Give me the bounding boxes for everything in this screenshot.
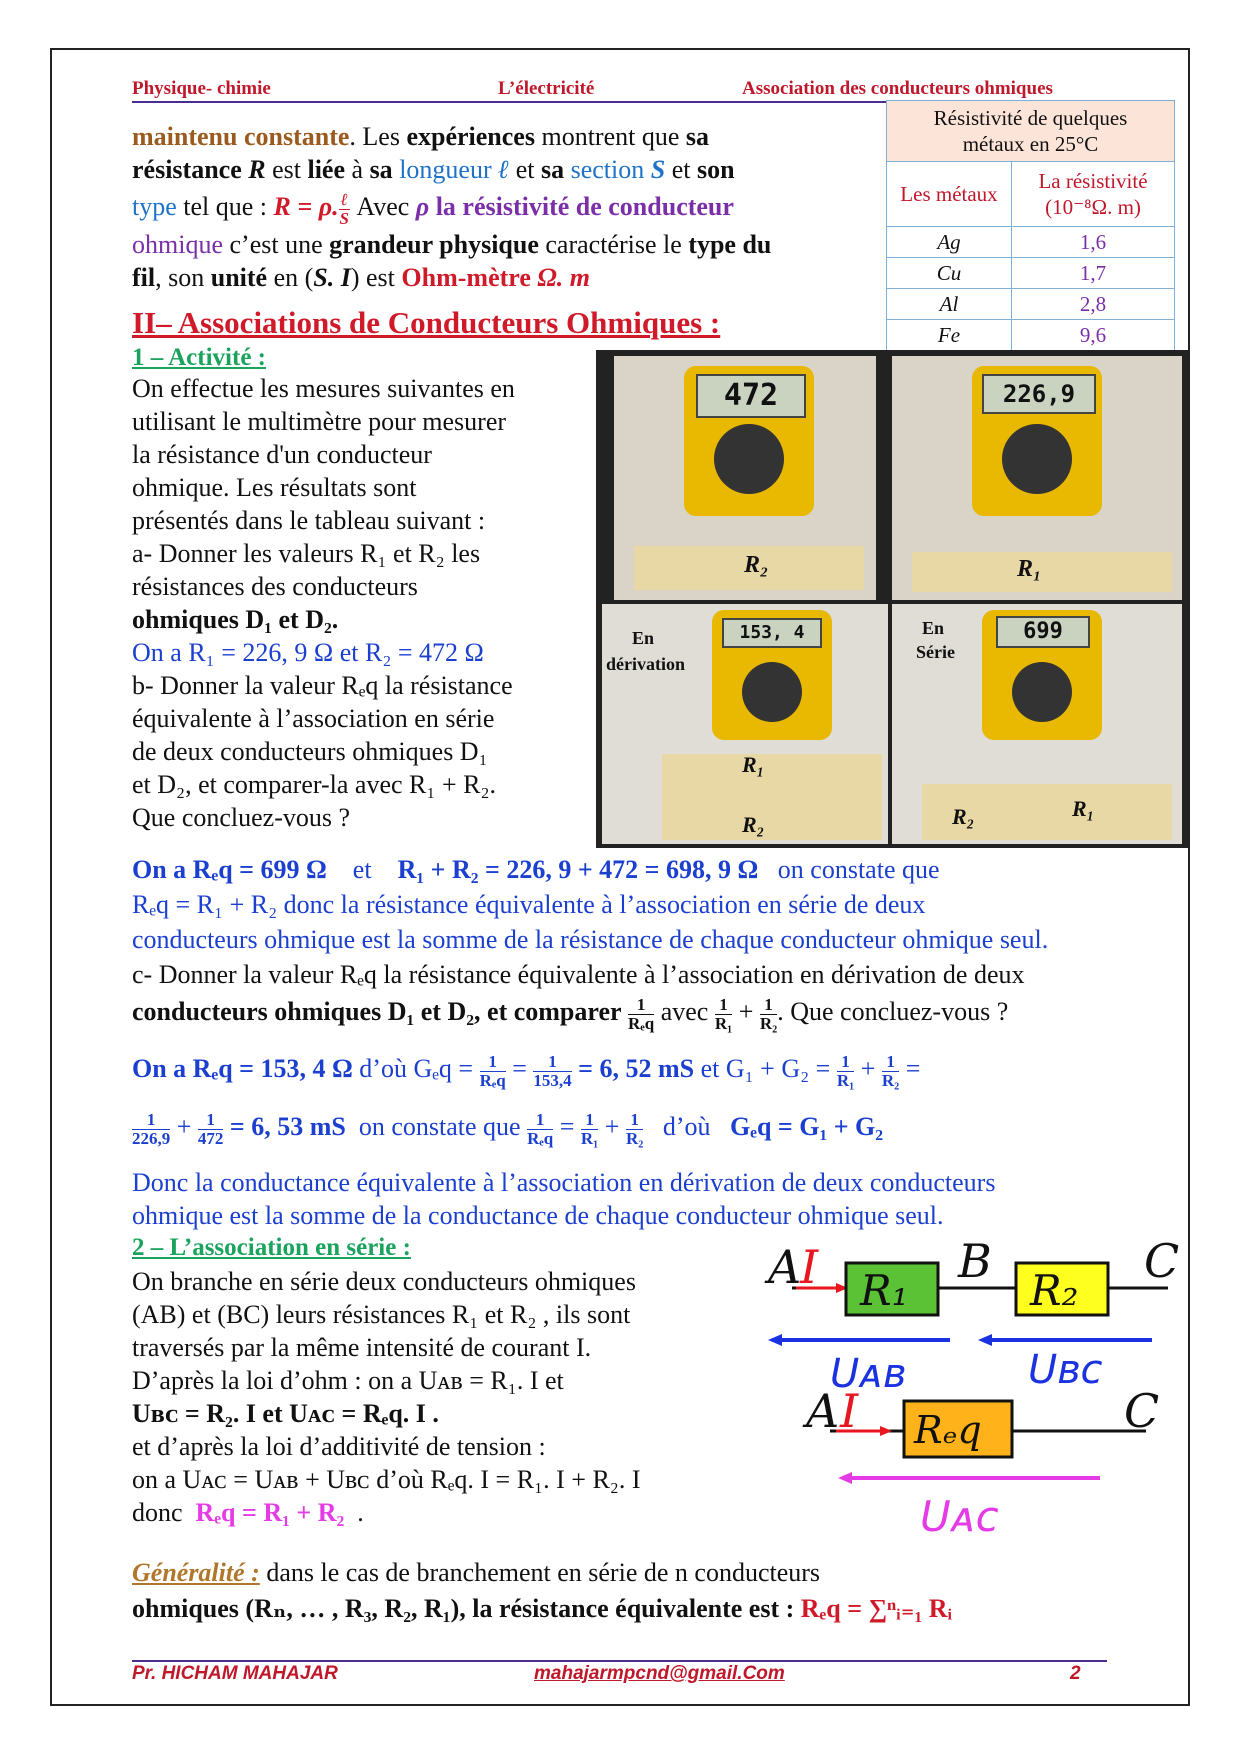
frac-1-r2: $\frac{1}{\text{R₂}}$ — [625, 1109, 644, 1148]
node-b: B — [958, 1235, 992, 1288]
section-title: II– Associations de Conducteurs Ohmiques : — [132, 305, 721, 340]
label-r1: R₁ — [860, 1266, 909, 1315]
frac-1-r1: $\frac{1}{\text{R₁}}$ — [836, 1051, 855, 1090]
resistivity-table — [886, 100, 1175, 351]
photo-serie: En Série 699 R₂ R₁ — [890, 602, 1184, 846]
resistivity-title: Résistivité de quelques métaux en 25°C — [887, 101, 1175, 162]
label-r2: R₂ — [742, 812, 765, 837]
question-c-line2: conducteurs ohmiques D₁ et D₂, et comparer $\frac{1}{\text{Rₑq}}$ avec $\frac{1}{\text{R₁}}$ + $\frac{1}{\text{R₂}}$ . Que concluez-vous ? — [132, 994, 1009, 1033]
node-a2: A — [806, 1384, 840, 1438]
frac-1-2269: $\frac{1}{226,9}$ — [132, 1109, 171, 1148]
generality: Généralité : dans le cas de branchement en série de n conducteurs ohmiques (Rₙ, … , R₃, R₂, R₁), la résistance équivalente est : Rₑq = ∑ⁿᵢ₌₁ Rᵢ — [132, 1558, 953, 1623]
l-over-s-fraction: $\frac{\text{ℓ}}{S}$ — [339, 189, 349, 228]
frac-1-r1: $\frac{1}{\text{R₁}}$ — [580, 1109, 599, 1148]
footer-page-number: 2 — [1070, 1663, 1081, 1684]
header-subject: Physique- chimie — [132, 78, 271, 99]
frac-1-1534: $\frac{1}{153,4}$ — [533, 1051, 572, 1090]
answer-c-conclusion: Donc la conductance équivalente à l’association en dérivation de deux conducteurs ohmique est la somme de la conductance de chaque conducteur ohmique seul. — [132, 1168, 996, 1230]
uac-label: Uᴀᴄ — [920, 1492, 999, 1540]
value-cu: 1,7 — [1012, 258, 1175, 289]
label-req: Rₑq — [914, 1408, 982, 1452]
label-r1: R₁ — [1017, 556, 1042, 582]
frac-1-r2: $\frac{1}{\text{R₂}}$ — [759, 994, 778, 1033]
footer-author: Pr. HICHAM MAHAJAR — [132, 1663, 338, 1684]
label-r1: R₁ — [1072, 796, 1095, 821]
ubc-label: Uʙᴄ — [1028, 1347, 1103, 1393]
node-a: A — [768, 1240, 802, 1294]
value-ag: 1,6 — [1012, 227, 1175, 258]
node-c: C — [1144, 1235, 1180, 1288]
footer-rule — [132, 1660, 1107, 1662]
answer-b: On a Rₑq = 699 Ω et R₁ + R₂ = 226, 9 + 472 = 698, 9 Ω on constate que Rₑq = R₁ + R₂ donc la résistance équivalente à l’association en série de deux conducteurs ohmique est la somme de la résistance de chaque conducteur ohmique seul. c- Donner la valeur Rₑq la résistance équivalente à l’association en dérivation de deux — [132, 855, 1049, 989]
photo-r1-measure — [890, 354, 1184, 602]
frac-1-req: $\frac{1}{\text{Rₑq}}$ — [527, 1109, 554, 1148]
photo-derivation: En dérivation 153, 4 R₁ R₂ — [600, 602, 890, 846]
metal-fe: Fe — [887, 320, 1012, 351]
footer-email[interactable]: mahajarmpcnd@gmail.Com — [534, 1663, 785, 1684]
multimeter-display: 153, 4 — [722, 618, 822, 648]
intro-paragraph: maintenu constante. Les expériences montrent que sa résistance R est liée à sa longueur ℓ et sa section S et son type tel que : R = ρ. $\frac{\text{ℓ}}{S}$ Avec ρ la résistivité de conducteur ohmique c’est une grandeur physique caractérise le type du fil, son unité en (S. I) est Ohm-mètre Ω. m — [132, 122, 772, 292]
current-i: I — [800, 1240, 819, 1294]
metal-ag: Ag — [887, 227, 1012, 258]
photo-grid — [596, 350, 1188, 848]
frac-1-472: $\frac{1}{472}$ — [197, 1109, 224, 1148]
frac-1-req: $\frac{1}{\text{Rₑq}}$ — [628, 994, 655, 1033]
multimeter-display: 472 — [696, 374, 806, 418]
col-resistivity: La résistivité (10⁻⁸Ω. m) — [1012, 162, 1175, 227]
answer-c-line1: On a Rₑq = 153, 4 Ω d’où Gₑq = $\frac{1}{\text{Rₑq}}$ = $\frac{1}{153,4}$ = 6, 52 mS et G₁ + G₂ = $\frac{1}{\text{R₁}}$ + $\frac{1}{\text{R₂}}$ = — [132, 1051, 921, 1090]
node-c2: C — [1124, 1384, 1160, 1438]
series-text: On branche en série deux conducteurs ohmiques (AB) et (BC) leurs résistances R₁ et R₂ , ils sont traversés par la même intensité de courant I. D’après la loi d’ohm : on a Uᴀʙ = R₁. I et Uʙᴄ = R₂. I et Uᴀᴄ = Rₑq. I . et d’après la loi d’additivité de tension : on a Uᴀᴄ = Uᴀʙ + Uʙᴄ d’où Rₑq. I = R₁. I + R₂. I donc Rₑq = R₁ + R₂ . — [132, 1267, 641, 1527]
activity-title: 1 – Activité : — [132, 344, 266, 371]
metal-cu: Cu — [887, 258, 1012, 289]
multimeter-display: 226,9 — [982, 374, 1096, 414]
answer-c-line2: $\frac{1}{226,9}$ + $\frac{1}{472}$ = 6, 53 mS on constate que $\frac{1}{\text{Rₑq}}$ = $\frac{1}{\text{R₁}}$ + $\frac{1}{\text{R₂}}$ d’où Gₑq = G₁ + G₂ — [132, 1109, 884, 1148]
value-fe: 9,6 — [1012, 320, 1175, 351]
header-lesson: Association des conducteurs ohmiques — [742, 78, 1053, 99]
current-i2: I — [840, 1384, 859, 1438]
col-metals: Les métaux — [887, 162, 1012, 227]
series-title: 2 – L’association en série : — [132, 1234, 411, 1261]
multimeter-display: 699 — [996, 616, 1090, 648]
photo-r2-measure — [612, 354, 878, 602]
frac-1-req: $\frac{1}{\text{Rₑq}}$ — [479, 1051, 506, 1090]
uab-label: Uᴀʙ — [830, 1351, 907, 1397]
metal-al: Al — [887, 289, 1012, 320]
label-r2: R₂ — [1030, 1266, 1079, 1315]
frac-1-r2: $\frac{1}{\text{R₂}}$ — [881, 1051, 900, 1090]
series-circuit-diagram — [760, 1235, 1180, 1540]
activity-text: On effectue les mesures suivantes en utilisant le multimètre pour mesurer la résistance d'un conducteur ohmique. Les résultats sont présentés dans le tableau suivant : a- Donner les valeurs R₁ et R₂ les résistances des conducteurs ohmiques D₁ et D₂. On a R₁ = 226, 9 Ω et R₂ = 472 Ω b- Donner la valeur Rₑq la résistance équivalente à l’association en série de deux conducteurs ohmiques D₁ et D₂, et comparer-la avec R₁ + R₂. Que concluez-vous ? — [132, 374, 515, 832]
label-r2: R₂ — [744, 552, 769, 578]
label-r1: R₁ — [742, 752, 765, 777]
frac-1-r1: $\frac{1}{\text{R₁}}$ — [714, 994, 733, 1033]
label-r2: R₂ — [952, 804, 975, 829]
header-chapter: L’électricité — [498, 78, 595, 99]
value-al: 2,8 — [1012, 289, 1175, 320]
